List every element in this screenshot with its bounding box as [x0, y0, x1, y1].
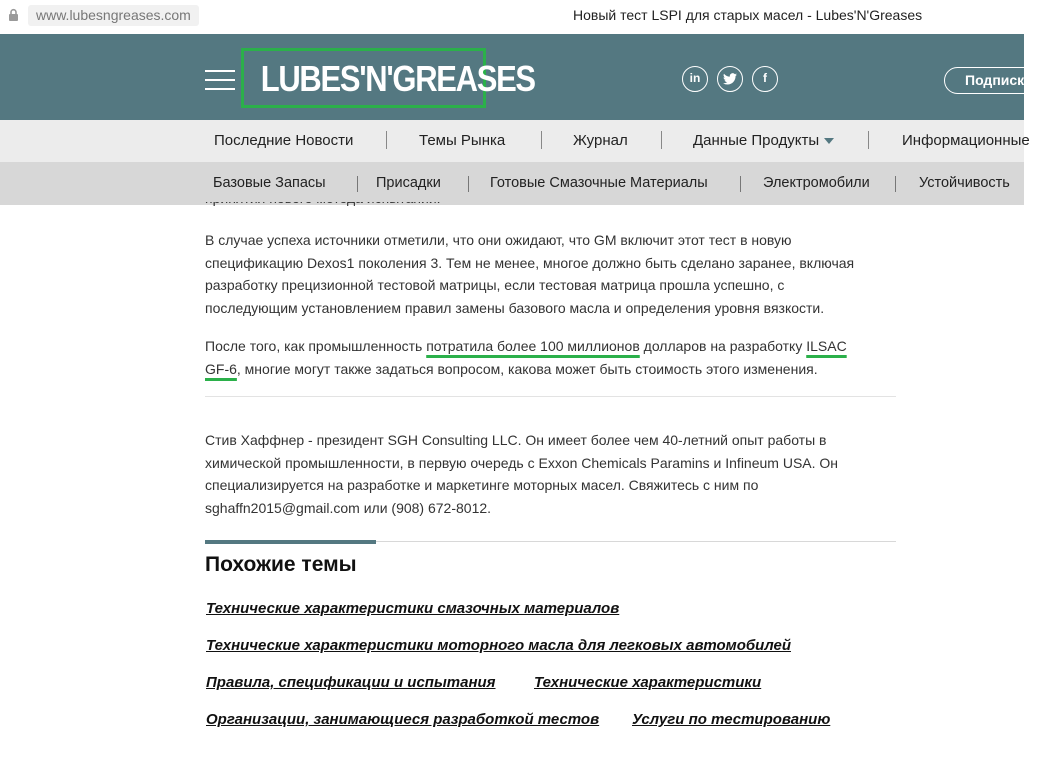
browser-address-bar: [0, 0, 1024, 34]
article-paragraph: [205, 229, 905, 320]
related-topic-link[interactable]: Технические характеристики моторного масла для легковых автомобилей: [206, 637, 791, 654]
nav-data-products-label: Данные Продукты: [693, 132, 820, 149]
highlighted-text: потратила более 100 миллионов: [426, 338, 640, 354]
secondary-nav: [0, 162, 1024, 205]
nav-market-topics[interactable]: Темы Рынка: [419, 132, 506, 149]
menu-icon[interactable]: [205, 70, 235, 92]
primary-nav: [0, 120, 1030, 162]
content-divider: [205, 396, 896, 397]
related-topic-link[interactable]: Услуги по тестированию: [632, 711, 831, 728]
related-topic-link[interactable]: Технические характеристики смазочных материалов: [206, 600, 620, 617]
bio-line: специализируется на разработке и маркетинге моторных масел. Свяжитесь с ним по: [205, 477, 759, 494]
nav-latest-news[interactable]: Последние Новости: [214, 132, 354, 149]
paragraph-line: разработку прецизионной тестовой матрицы, если тестовая матрица прошла успешно, с: [205, 277, 785, 294]
nav-information[interactable]: Информационные: [902, 132, 1030, 149]
nav-magazine[interactable]: Журнал: [573, 132, 628, 149]
author-bio: [205, 429, 905, 520]
highlighted-text: GF-6: [205, 360, 237, 377]
paragraph-line: спецификацию Dexos1 поколения 3. Тем не менее, многое должно быть сделано заранее, включая: [205, 254, 855, 271]
facebook-icon[interactable]: f: [752, 66, 778, 92]
nav-separator: [740, 176, 741, 192]
nav-separator: [541, 131, 542, 149]
article-paragraph: [205, 335, 905, 380]
nav-finished-lubricants[interactable]: Готовые Смазочные Материалы: [490, 175, 708, 191]
lock-icon: [9, 9, 18, 21]
nav-electric-vehicles[interactable]: Электромобили: [763, 175, 870, 191]
related-topic-link[interactable]: Технические характеристики: [534, 674, 762, 691]
bio-line: Стив Хаффнер - президент SGH Consulting LLC. Он имеет более чем 40-летний опыт работы в: [205, 432, 827, 448]
page-tab-title: Новый тест LSPI для старых масел - Lubes'N'Greases: [573, 7, 923, 23]
related-topics-title: Похожие темы: [205, 553, 357, 576]
nav-separator: [468, 176, 469, 192]
related-topic-link[interactable]: Правила, спецификации и испытания: [206, 674, 496, 691]
paragraph-text: долларов на разработку: [639, 338, 807, 354]
nav-separator: [868, 131, 869, 149]
subscribe-button[interactable]: Подписка: [944, 67, 1044, 94]
paragraph-text: , многие могут также задаться вопросом, какова может быть стоимость этого изменения.: [236, 360, 818, 377]
nav-separator: [357, 176, 358, 192]
highlighted-text: ILSAC: [806, 338, 847, 354]
bio-line: sghaffn2015@gmail.com или (908) 672-8012.: [205, 500, 492, 517]
related-topic-link[interactable]: Организации, занимающиеся разработкой тестов: [206, 711, 600, 728]
logo-text: LUBES'N'GREASES: [260, 58, 535, 99]
nav-additives[interactable]: Присадки: [376, 175, 441, 191]
section-accent-bar: [205, 540, 376, 544]
bio-line: химической промышленности, в первую очередь с Exxon Chemicals Paramins и Infineum USA. Он: [205, 454, 839, 471]
paragraph-line: последующим установлением правил замены базового масла и определения уровня вязкости.: [205, 300, 825, 317]
caret-down-icon: [824, 138, 834, 144]
nav-separator: [661, 131, 662, 149]
nav-data-products[interactable]: [693, 132, 834, 149]
nav-separator: [386, 131, 387, 149]
linkedin-icon[interactable]: in: [682, 66, 708, 92]
twitter-icon[interactable]: [717, 66, 743, 92]
paragraph-line: В случае успеха источники отметили, что они ожидают, что GM включит этот тест в новую: [205, 232, 792, 248]
nav-separator: [895, 176, 896, 192]
site-logo[interactable]: [241, 48, 535, 108]
paragraph-text: После того, как промышленность: [205, 338, 427, 354]
nav-sustainability[interactable]: Устойчивость: [919, 175, 1010, 191]
url-field[interactable]: www.lubesngreases.com: [28, 5, 199, 26]
nav-base-stocks[interactable]: Базовые Запасы: [213, 175, 326, 191]
